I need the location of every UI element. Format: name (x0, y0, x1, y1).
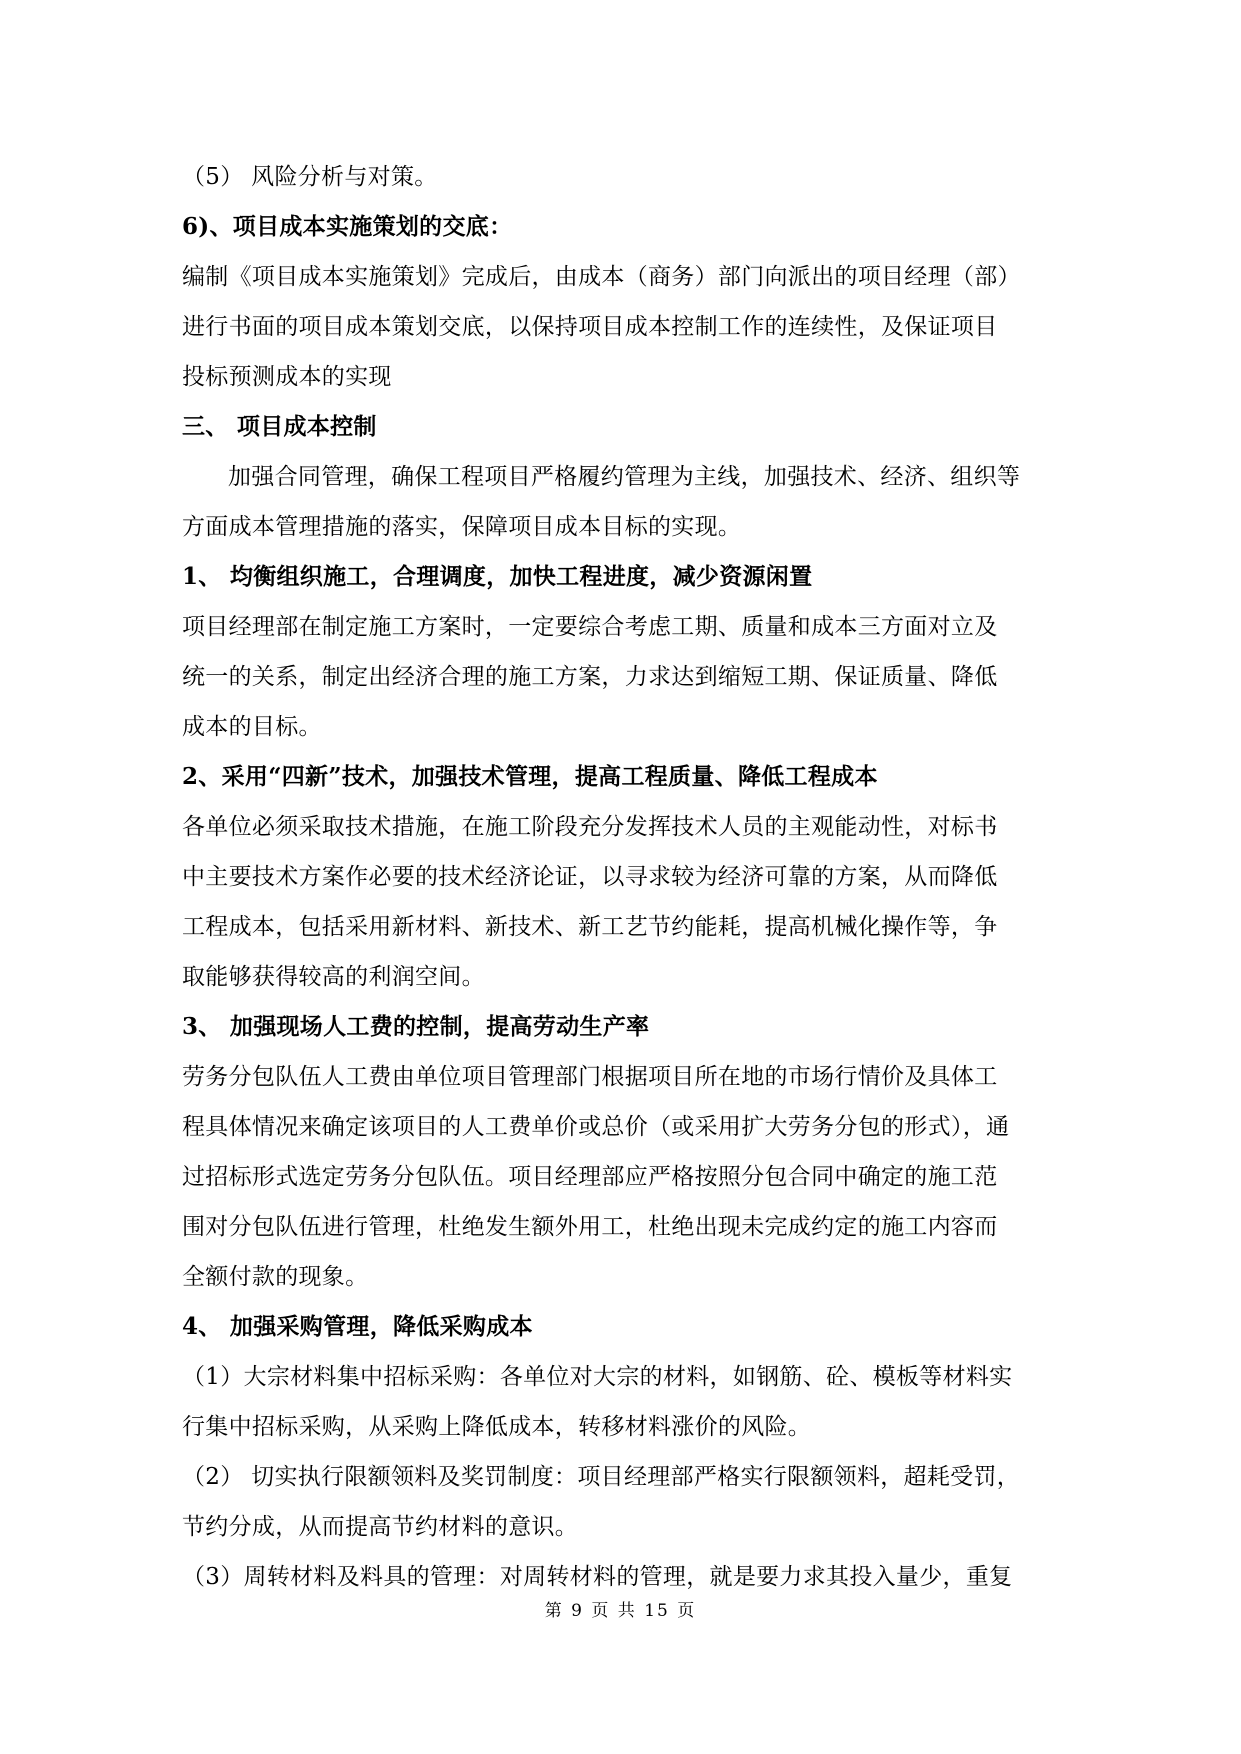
page-footer: 第 9 页 共 15 页 (544, 1601, 697, 1621)
section-heading: 4、 加强采购管理，降低采购成本 (182, 1313, 533, 1340)
paragraph-line: 全额付款的现象。 (182, 1264, 369, 1290)
section-heading: 3、 加强现场人工费的控制，提高劳动生产率 (182, 1013, 650, 1040)
section-heading: 三、 项目成本控制 (182, 413, 377, 440)
paragraph-line: 程具体情况来确定该项目的人工费单价或总价（或采用扩大劳务分包的形式），通 (182, 1114, 1010, 1140)
section-heading: 1、 均衡组织施工，合理调度，加快工程进度，减少资源闲置 (182, 563, 813, 590)
paragraph-line: 成本的目标。 (182, 714, 322, 740)
paragraph-line: （1）大宗材料集中招标采购：各单位对大宗的材料，如钢筋、砼、模板等材料实 (182, 1364, 1013, 1390)
section-heading: 6)、项目成本实施策划的交底： (182, 213, 513, 240)
paragraph-line: 取能够获得较高的利润空间。 (182, 964, 485, 990)
paragraph-line: 工程成本，包括采用新材料、新技术、新工艺节约能耗，提高机械化操作等，争 (182, 914, 998, 940)
page-body (182, 152, 1082, 1602)
section-heading: 2、采用“四新”技术，加强技术管理，提高工程质量、降低工程成本 (182, 763, 878, 790)
paragraph-line: 行集中招标采购，从采购上降低成本，转移材料涨价的风险。 (182, 1414, 812, 1440)
paragraph-line: 加强合同管理，确保工程项目严格履约管理为主线，加强技术、经济、组织等 (228, 464, 1021, 490)
paragraph-line: 编制《项目成本实施策划》完成后，由成本（商务）部门向派出的项目经理（部） (182, 264, 1021, 290)
paragraph-line: 方面成本管理措施的落实，保障项目成本目标的实现。 (182, 514, 742, 540)
paragraph-line: 劳务分包队伍人工费由单位项目管理部门根据项目所在地的市场行情价及具体工 (182, 1064, 998, 1090)
paragraph-line: 节约分成，从而提高节约材料的意识。 (182, 1514, 579, 1540)
paragraph-line: 过招标形式选定劳务分包队伍。项目经理部应严格按照分包合同中确定的施工范 (182, 1164, 998, 1190)
paragraph-line: 进行书面的项目成本策划交底，以保持项目成本控制工作的连续性，及保证项目 (182, 314, 998, 340)
paragraph-line: （5） 风险分析与对策。 (182, 164, 438, 190)
paragraph-line: 各单位必须采取技术措施，在施工阶段充分发挥技术人员的主观能动性，对标书 (182, 814, 998, 840)
paragraph-line: （2） 切实执行限额领料及奖罚制度：项目经理部严格实行限额领料，超耗受罚， (182, 1464, 1021, 1490)
paragraph-line: 项目经理部在制定施工方案时，一定要综合考虑工期、质量和成本三方面对立及 (182, 614, 998, 640)
paragraph-line: （3）周转材料及料具的管理：对周转材料的管理，就是要力求其投入量少，重复 (182, 1564, 1013, 1590)
paragraph-line: 投标预测成本的实现 (182, 364, 392, 390)
paragraph-line: 中主要技术方案作必要的技术经济论证，以寻求较为经济可靠的方案，从而降低 (182, 864, 998, 890)
paragraph-line: 统一的关系，制定出经济合理的施工方案，力求达到缩短工期、保证质量、降低 (182, 664, 998, 690)
paragraph-line: 围对分包队伍进行管理，杜绝发生额外用工，杜绝出现未完成约定的施工内容而 (182, 1214, 998, 1240)
